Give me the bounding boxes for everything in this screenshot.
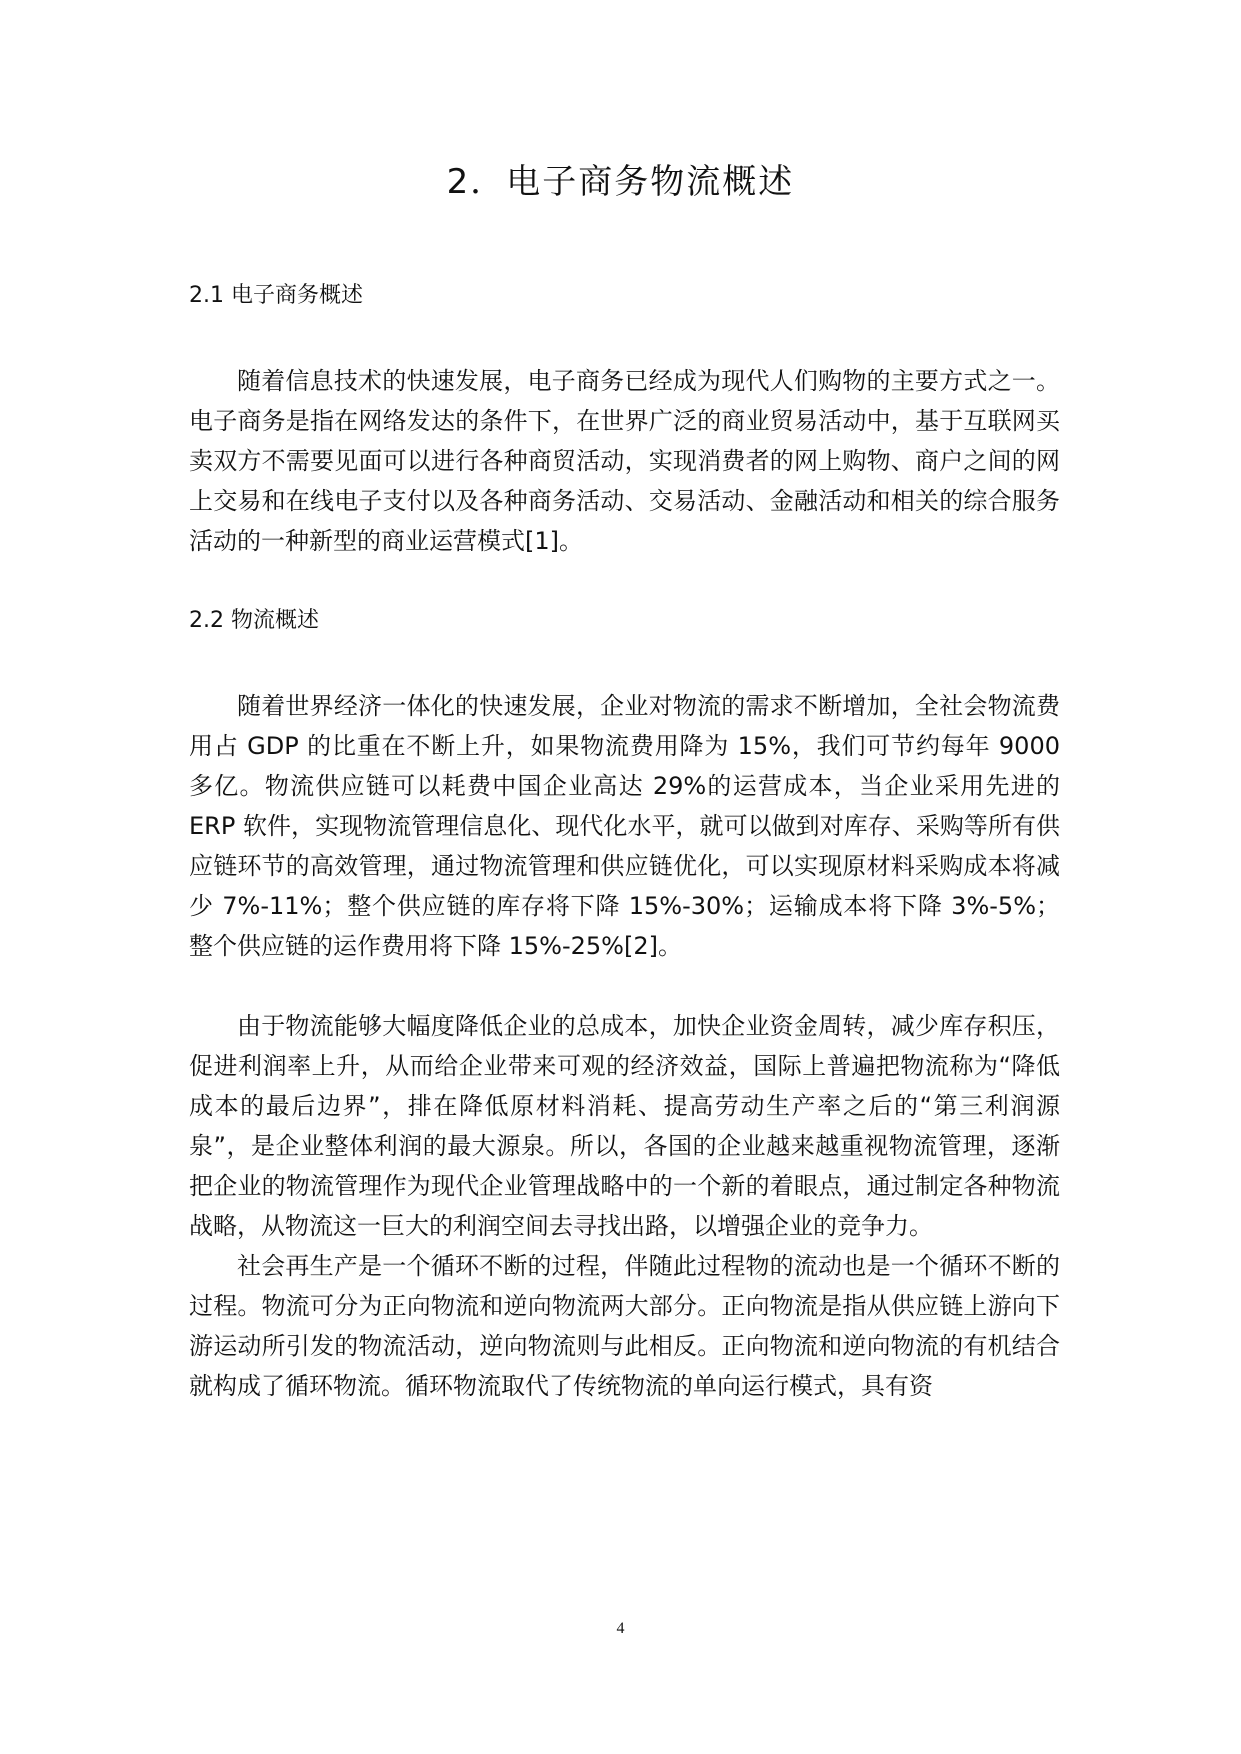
page-number: 4 <box>616 1620 625 1637</box>
section-heading-2-1: 2.1 电子商务概述 <box>189 283 363 308</box>
paragraph-circular-logistics: 社会再生产是一个循环不断的过程，伴随此过程物的流动也是一个循环不断的过程。物流可分为正向物流和逆向物流两大部分。正向物流是指从供应链上游向下游运动所引发的物流活动，逆向物流则与此相反。正向物流和逆向物流的有机结合就构成了循环物流。循环物流取代了传统物流的单向运行模式，具有资 <box>189 1252 1060 1400</box>
section-heading-2-2: 2.2 物流概述 <box>189 608 319 633</box>
paragraph-ecommerce-overview: 随着信息技术的快速发展，电子商务已经成为现代人们购物的主要方式之一。电子商务是指在网络发达的条件下，在世界广泛的商业贸易活动中，基于互联网买卖双方不需要见面可以进行各种商贸活动，实现消费者的网上购物、商户之间的网上交易和在线电子支付以及各种商务活动、交易活动、金融活动和相关的综合服务活动的一种新型的商业运营模式[1]。 <box>189 367 1060 555</box>
paragraph-logistics-profit-source: 由于物流能够大幅度降低企业的总成本，加快企业资金周转，减少库存积压，促进利润率上升，从而给企业带来可观的经济效益，国际上普遍把物流称为“降低成本的最后边界”，排在降低原材料消耗、提高劳动生产率之后的“第三利润源泉”，是企业整体利润的最大源泉。所以，各国的企业越来越重视物流管理，逐渐把企业的物流管理作为现代企业管理战略中的一个新的着眼点，通过制定各种物流战略，从物流这一巨大的利润空间去寻找出路，以增强企业的竞争力。 <box>189 1012 1060 1240</box>
page-title: 2．电子商务物流概述 <box>446 162 795 202</box>
paragraph-logistics-cost: 随着世界经济一体化的快速发展，企业对物流的需求不断增加，全社会物流费用占 GDP 的比重在不断上升，如果物流费用降为 15%，我们可节约每年 9000 多亿。物流供应链可以耗费中国企业高达 29%的运营成本，当企业采用先进的 ERP 软件，实现物流管理信息化、现代化水平，就可以做到对库存、采购等所有供应链环节的高效管理，通过物流管理和供应链优化，可以实现原材料采购成本将减少 7%-11%；整个供应链的库存将下降 15%-30%；运输成本将下降 3%-5%；整个供应链的运作费用将下降 15%-25%[2]。 <box>189 692 1060 960</box>
